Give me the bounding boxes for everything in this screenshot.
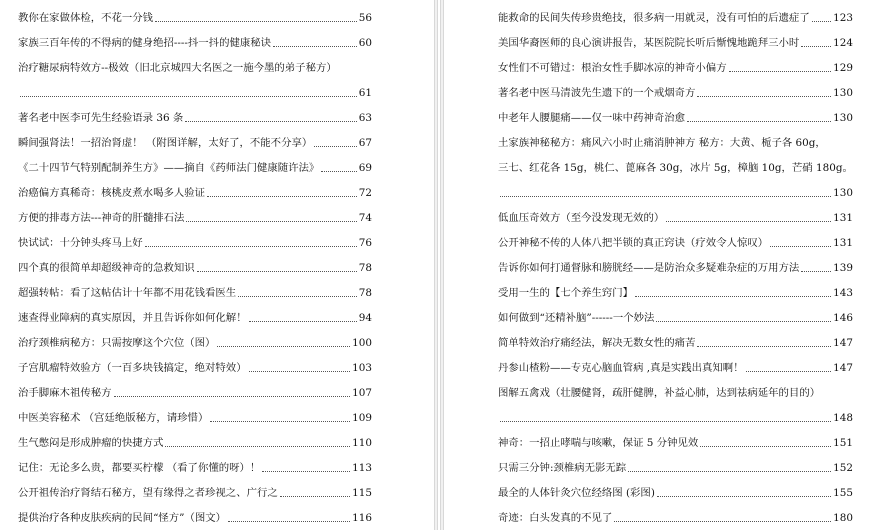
- toc-leader-dots: [165, 446, 350, 447]
- toc-entry-page-number: 74: [358, 212, 372, 224]
- toc-leader-dots: [746, 371, 832, 372]
- toc-leader-dots: [628, 471, 831, 472]
- toc-entry[interactable]: [498, 484, 853, 502]
- toc-entry[interactable]: [18, 134, 372, 152]
- toc-entry-page-number: 180: [833, 512, 853, 524]
- toc-leader-dots: [666, 221, 831, 222]
- toc-leader-dots: [238, 296, 357, 297]
- toc-entry-title: 土家族神秘秘方：痛风六小时止痛消肿神方 秘方：大黄、栀子各 60g，: [498, 137, 826, 149]
- toc-entry-page-number: 147: [833, 362, 853, 374]
- toc-entry[interactable]: [498, 259, 853, 277]
- toc-leader-dots: [186, 221, 356, 222]
- toc-entry-title: 治疗糖尿病特效方--极效（旧北京城四大名医之一施今墨的弟子秘方）: [18, 62, 337, 74]
- toc-entry-page-number: 131: [833, 212, 853, 224]
- toc-entry[interactable]: [498, 109, 853, 127]
- toc-entry[interactable]: [18, 59, 372, 77]
- toc-entry[interactable]: [498, 409, 853, 427]
- toc-leader-dots: [801, 271, 831, 272]
- toc-entry-title: 四个真的很简单却超级神奇的急救知识: [18, 262, 195, 274]
- toc-entry[interactable]: [18, 509, 372, 527]
- toc-entry-page-number: 69: [358, 162, 372, 174]
- toc-entry-title: 神奇：一招止哮喘与咳嗽，保证 5 分钟见效: [498, 437, 699, 449]
- toc-leader-dots: [273, 46, 357, 47]
- toc-entry-title: 方便的排毒方法---神奇的肝髓排石法: [18, 212, 185, 224]
- toc-entry[interactable]: [18, 109, 372, 127]
- toc-entry-page-number: 130: [833, 87, 853, 99]
- toc-entry-title: 生气憋闷是形成肿瘤的快捷方式: [18, 437, 164, 449]
- toc-entry-title: 美国华裔医师的良心演讲报告，某医院院长听后惭愧地跪拜三小时: [498, 37, 800, 49]
- toc-entry-page-number: 130: [833, 112, 853, 124]
- toc-entry-title: 著名老中医李可先生经验语录 36 条: [18, 112, 184, 124]
- toc-entry-page-number: 94: [358, 312, 372, 324]
- toc-entry-title: 能救命的民间失传珍贵绝技，很多病一用就灵，没有可怕的后遗症了: [498, 12, 810, 24]
- toc-entry[interactable]: [498, 234, 853, 252]
- toc-entry-title: 超强转帖：看了这帖估计十年都不用花钱看医生: [18, 287, 237, 299]
- toc-leader-dots: [656, 321, 831, 322]
- toc-entry-page-number: 146: [833, 312, 853, 324]
- toc-entry-page-number: 130: [833, 187, 853, 199]
- toc-entry-page-number: 143: [833, 287, 853, 299]
- toc-entry-title: 记住：无论多么贵，都要买柠檬 （看了你懂的呀）！: [18, 462, 261, 474]
- toc-entry-title: 治疗颈椎病秘方：只需按摩这个穴位（图）: [18, 337, 216, 349]
- toc-entry-title: 三七、红花各 15g，桃仁、蓖麻各 30g，冰片 5g，樟脑 10g，芒硝 180g。: [498, 162, 853, 174]
- toc-leader-dots: [729, 71, 832, 72]
- toc-entry[interactable]: [18, 309, 372, 327]
- toc-entry-page-number: 151: [833, 437, 853, 449]
- toc-leader-dots: [700, 446, 831, 447]
- toc-entry-title: 公开祖传治疗肾结石秘方，望有缘得之者珍视之、广行之: [18, 487, 278, 499]
- left-page: [0, 0, 432, 530]
- toc-entry-title: 著名老中医马清波先生遗下的一个戒烟奇方: [498, 87, 696, 99]
- toc-entry[interactable]: [18, 9, 372, 27]
- toc-entry[interactable]: [18, 409, 372, 427]
- toc-entry-page-number: 100: [352, 337, 372, 349]
- toc-leader-dots: [314, 146, 357, 147]
- toc-entry-title: 速查得业障病的真实原因，并且告诉你如何化解！: [18, 312, 247, 324]
- toc-entry[interactable]: [498, 34, 853, 52]
- toc-entry-title: 治癌偏方真稀奇：核桃皮煮水喝多人验证: [18, 187, 206, 199]
- toc-entry[interactable]: [498, 9, 853, 27]
- toc-entry-title: 图解五禽戏（壮腰健肾，疏肝健脾，补益心肺，达到祛病延年的目的）: [498, 387, 821, 399]
- toc-entry-title: 最全的人体针灸穴位经络图 (彩图): [498, 487, 655, 499]
- toc-entry-title: 如何做到“还精补脑”------一个妙法: [498, 312, 655, 324]
- toc-entry[interactable]: [498, 384, 853, 402]
- toc-entry[interactable]: [498, 209, 853, 227]
- toc-entry-page-number: 60: [358, 37, 372, 49]
- toc-entry-page-number: 78: [358, 262, 372, 274]
- toc-entry[interactable]: [18, 384, 372, 402]
- toc-leader-dots: [262, 471, 350, 472]
- toc-leader-dots: [697, 96, 831, 97]
- toc-leader-dots: [280, 496, 350, 497]
- toc-leader-dots: [249, 321, 357, 322]
- toc-entry-title: 子宫肌瘤特效验方（一百多块钱搞定，绝对特效）: [18, 362, 247, 374]
- toc-leader-dots: [635, 296, 831, 297]
- toc-leader-dots: [228, 521, 350, 522]
- toc-entry-page-number: 124: [833, 37, 853, 49]
- toc-leader-dots: [20, 96, 357, 97]
- toc-entry[interactable]: [498, 134, 853, 152]
- toc-entry-page-number: 113: [352, 462, 372, 474]
- toc-entry-page-number: 76: [358, 237, 372, 249]
- toc-entry-title: 奇迹：白头发真的不见了: [498, 512, 613, 524]
- page-divider: [434, 0, 438, 530]
- toc-entry-page-number: 123: [833, 12, 853, 24]
- toc-leader-dots: [614, 521, 831, 522]
- toc-leader-dots: [801, 46, 831, 47]
- toc-entry-page-number: 67: [358, 137, 372, 149]
- toc-entry[interactable]: [498, 59, 853, 77]
- toc-entry[interactable]: [18, 184, 372, 202]
- toc-leader-dots: [155, 21, 357, 22]
- toc-entry-title: 告诉你如何打通督脉和膀胱经——是防治众多疑难杂症的万用方法: [498, 262, 800, 274]
- toc-entry[interactable]: [498, 359, 853, 377]
- toc-entry-page-number: 116: [352, 512, 372, 524]
- toc-entry[interactable]: [18, 34, 372, 52]
- toc-entry-page-number: 72: [358, 187, 372, 199]
- toc-entry[interactable]: [18, 334, 372, 352]
- toc-entry-title: 《二十四节气特别配制养生方》——摘自《药师法门健康随许法》: [18, 162, 320, 174]
- toc-leader-dots: [114, 396, 351, 397]
- toc-entry-page-number: 110: [352, 437, 372, 449]
- toc-entry-title: 中老年人腰腿痛——仅一味中药神奇治愈: [498, 112, 686, 124]
- toc-entry[interactable]: [498, 184, 853, 202]
- toc-leader-dots: [145, 246, 357, 247]
- toc-entry-page-number: 155: [833, 487, 853, 499]
- toc-leader-dots: [249, 371, 351, 372]
- toc-entry-page-number: 147: [833, 337, 853, 349]
- toc-leader-dots: [687, 121, 831, 122]
- toc-entry-title: 治手脚麻木祖传秘方: [18, 387, 112, 399]
- toc-entry-page-number: 63: [358, 112, 372, 124]
- toc-entry[interactable]: [18, 259, 372, 277]
- toc-leader-dots: [500, 196, 831, 197]
- toc-entry-title: 女性们不可错过：根治女性手脚冰凉的神奇小偏方: [498, 62, 727, 74]
- toc-entry-title: 受用一生的【七个养生窍门】: [498, 287, 634, 299]
- toc-entry[interactable]: [498, 509, 853, 527]
- toc-entry-title: 公开神秘不传的人体八把半锁的真正窍诀（疗效令人惊叹）: [498, 237, 769, 249]
- toc-entry-page-number: 61: [358, 87, 372, 99]
- toc-entry-page-number: 148: [833, 412, 853, 424]
- toc-entry-page-number: 152: [833, 462, 853, 474]
- toc-leader-dots: [197, 271, 357, 272]
- toc-entry[interactable]: [498, 309, 853, 327]
- toc-leader-dots: [770, 246, 831, 247]
- toc-entry[interactable]: [18, 234, 372, 252]
- toc-entry[interactable]: [498, 334, 853, 352]
- toc-entry-page-number: 56: [358, 12, 372, 24]
- toc-entry-title: 丹参山楂粉——专克心脑血管病 ,真是实践出真知啊！: [498, 362, 744, 374]
- toc-entry-page-number: 78: [358, 287, 372, 299]
- toc-entry[interactable]: [498, 84, 853, 102]
- toc-entry[interactable]: [18, 209, 372, 227]
- toc-entry[interactable]: [498, 159, 853, 177]
- toc-entry[interactable]: [18, 359, 372, 377]
- toc-entry-page-number: 129: [833, 62, 853, 74]
- toc-entry[interactable]: [18, 484, 372, 502]
- toc-entry-title: 提供治疗各种皮肤疾病的民间“怪方”（图文）: [18, 512, 227, 524]
- toc-entry[interactable]: [18, 434, 372, 452]
- toc-entry-page-number: 139: [833, 262, 853, 274]
- toc-leader-dots: [500, 421, 831, 422]
- toc-entry[interactable]: [498, 284, 853, 302]
- toc-entry-title: 中医美容秘术 （宫廷绝版秘方，请珍惜）: [18, 412, 209, 424]
- toc-entry-page-number: 131: [833, 237, 853, 249]
- toc-entry[interactable]: [18, 459, 372, 477]
- toc-leader-dots: [185, 121, 356, 122]
- page-divider: [440, 0, 444, 530]
- toc-entry-title: 低血压奇效方（至今没发现无效的）: [498, 212, 665, 224]
- toc-entry-title: 快试试：十分钟头疼马上好: [18, 237, 143, 249]
- toc-entry-title: 教你在家做体检，不花一分钱: [18, 12, 154, 24]
- toc-leader-dots: [697, 346, 831, 347]
- toc-entry[interactable]: [498, 459, 853, 477]
- toc-entry-title: 瞬间强肾法！一招治肾虚！ （附图详解，太好了，不能不分享）: [18, 137, 313, 149]
- toc-entry-page-number: 109: [352, 412, 372, 424]
- toc-entry-title: 家族三百年传的不得病的健身绝招----抖一抖的健康秘诀: [18, 37, 272, 49]
- toc-entry-page-number: 103: [352, 362, 372, 374]
- toc-entry-title: 简单特效治疗痛经法，解决无数女性的痛苦: [498, 337, 696, 349]
- toc-entry-page-number: 115: [352, 487, 372, 499]
- toc-leader-dots: [321, 171, 356, 172]
- toc-entry[interactable]: [18, 84, 372, 102]
- toc-entry[interactable]: [18, 159, 372, 177]
- right-page: [446, 0, 879, 530]
- toc-entry[interactable]: [18, 284, 372, 302]
- toc-leader-dots: [207, 196, 357, 197]
- toc-leader-dots: [657, 496, 831, 497]
- toc-entry-page-number: 107: [352, 387, 372, 399]
- toc-leader-dots: [812, 21, 831, 22]
- toc-leader-dots: [217, 346, 350, 347]
- toc-leader-dots: [210, 421, 350, 422]
- toc-entry[interactable]: [498, 434, 853, 452]
- toc-entry-title: 只需三分钟:颈椎病无影无踪: [498, 462, 627, 474]
